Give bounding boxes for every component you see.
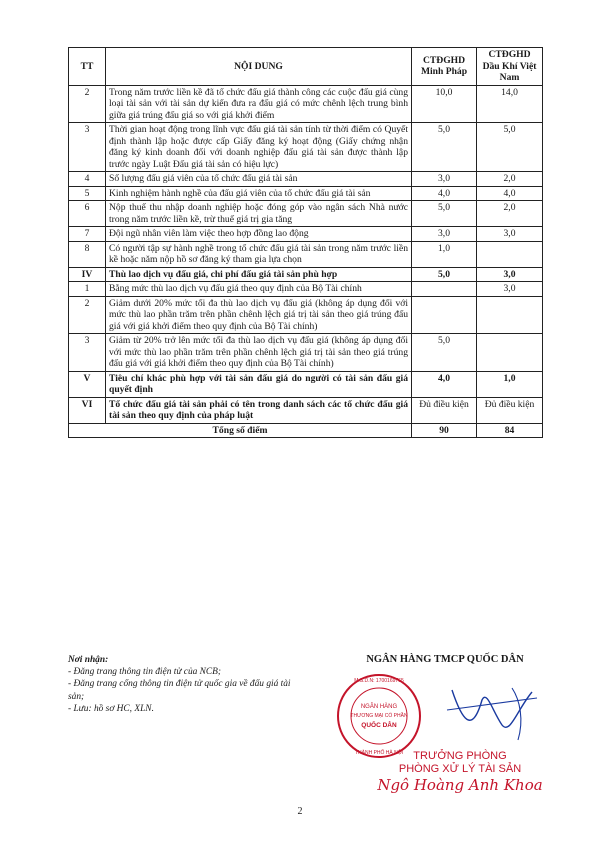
table-row: [69, 123, 543, 172]
bank-name: NGÂN HÀNG TMCP QUỐC DÂN: [366, 654, 524, 665]
table-row-section: [69, 397, 543, 423]
table-header-row: [69, 48, 543, 86]
cell-dau-khi: 2,0: [477, 172, 543, 187]
cell-minh-phap: 4,0: [412, 371, 477, 397]
header-minh-phap: CTĐGHD Minh Pháp: [412, 48, 477, 86]
total-label: Tổng số điểm: [69, 423, 412, 438]
position-line-1: TRƯỞNG PHÒNG: [413, 750, 507, 762]
cell-minh-phap: 5,0: [412, 123, 477, 172]
cell-tt: V: [69, 371, 106, 397]
recipient-item: - Lưu: hồ sơ HC, XLN.: [68, 703, 154, 714]
table-row: [69, 172, 543, 187]
cell-tt: 5: [69, 186, 106, 201]
header-tt: TT: [69, 48, 106, 86]
cell-dau-khi: 2,0: [477, 201, 543, 227]
cell-dau-khi: 3,0: [477, 267, 543, 282]
signer-name: Ngô Hoàng Anh Khoa: [377, 776, 543, 794]
cell-dau-khi: 4,0: [477, 186, 543, 201]
table-total-row: [69, 423, 543, 438]
cell-dau-khi: 5,0: [477, 123, 543, 172]
position-line-2: PHÒNG XỬ LÝ TÀI SẢN: [398, 763, 522, 776]
cell-minh-phap: 5,0: [412, 201, 477, 227]
total-dau-khi: 84: [477, 423, 543, 438]
cell-content: Giảm dưới 20% mức tối đa thù lao dịch vụ đấu giá (không áp dụng đối với mức thù lao phần trăm trên phần chênh lệch giá trị tài sản theo giá trúng đấu giá với giá khởi điểm theo quy định của Bộ Tài chính): [106, 296, 412, 334]
cell-tt: 4: [69, 172, 106, 187]
svg-text:THƯƠNG MẠI CỔ PHẦN: THƯƠNG MẠI CỔ PHẦN: [350, 713, 408, 719]
recipients-title: Nơi nhận:: [68, 655, 109, 665]
total-minh-phap: 90: [412, 423, 477, 438]
table-row: [69, 296, 543, 334]
cell-minh-phap: 3,0: [412, 227, 477, 242]
recipients-block: [68, 654, 308, 715]
cell-tt: VI: [69, 397, 106, 423]
cell-minh-phap: Đủ điều kiện: [412, 397, 477, 423]
cell-dau-khi: [477, 241, 543, 267]
cell-tt: IV: [69, 267, 106, 282]
cell-tt: 3: [69, 334, 106, 372]
cell-content: Thời gian hoạt động trong lĩnh vực đấu giá tài sản tính từ thời điểm có Quyết định thành lập hoặc được cấp Giấy đăng ký hoạt động (Giấy chứng nhận đăng ký kinh doanh đối với doanh nghiệp đấu giá tài sản được thành lập trước ngày Luật Đấu giá tài sản có hiệu lực): [106, 123, 412, 172]
cell-content: Nộp thuế thu nhập doanh nghiệp hoặc đóng góp vào ngân sách Nhà nước trong năm trước liền kề, trừ thuế giá trị gia tăng: [106, 201, 412, 227]
cell-tt: 7: [69, 227, 106, 242]
scoring-table: [68, 47, 543, 438]
table-body: [69, 85, 543, 438]
cell-tt: 2: [69, 85, 106, 123]
table-row: [69, 334, 543, 372]
page-number: 2: [297, 806, 303, 817]
table-row: [69, 282, 543, 297]
handwritten-signature-icon: [392, 680, 542, 750]
cell-tt: 3: [69, 123, 106, 172]
cell-dau-khi: Đủ điều kiện: [477, 397, 543, 423]
cell-content: Kinh nghiệm hành nghề của đấu giá viên của tổ chức đấu giá tài sản: [106, 186, 412, 201]
table-row-section: [69, 371, 543, 397]
header-dau-khi: CTĐGHD Dầu Khí Việt Nam: [477, 48, 543, 86]
cell-minh-phap: [412, 282, 477, 297]
cell-content: Giảm từ 20% trở lên mức tối đa thù lao dịch vụ đấu giá (không áp dụng đối với mức thù lao phần trăm trên phần chênh lệch giá trị tài sản theo giá trúng đấu giá với giá khởi điểm theo quy định của Bộ Tài chính): [106, 334, 412, 372]
cell-tt: 6: [69, 201, 106, 227]
svg-text:THÀNH PHỐ HÀ NỘI: THÀNH PHỐ HÀ NỘI: [354, 750, 404, 756]
table-row: [69, 241, 543, 267]
cell-tt: 1: [69, 282, 106, 297]
cell-dau-khi: 3,0: [477, 227, 543, 242]
svg-text:M.S.D.N: 1700169765: M.S.D.N: 1700169765: [354, 678, 404, 684]
table-row: [69, 201, 543, 227]
cell-content: Số lượng đấu giá viên của tổ chức đấu giá tài sản: [106, 172, 412, 187]
recipient-item: - Đăng trang thông tin điện tử của NCB;: [68, 667, 222, 678]
cell-dau-khi: [477, 334, 543, 372]
table-row: [69, 85, 543, 123]
cell-minh-phap: 1,0: [412, 241, 477, 267]
cell-content: Tổ chức đấu giá tài sản phải có tên trong danh sách các tổ chức đấu giá tài sản theo quy định của pháp luật: [106, 397, 412, 423]
header-content: NỘI DUNG: [106, 48, 412, 86]
recipient-item: - Đăng trang cổng thông tin điện tử quốc gia về đấu giá tài sản;: [68, 679, 291, 702]
cell-minh-phap: 3,0: [412, 172, 477, 187]
svg-text:NGÂN HÀNG: NGÂN HÀNG: [360, 704, 398, 710]
cell-content: Có người tập sự hành nghề trong tổ chức đấu giá tài sản trong năm trước liền kề hoặc năm nộp hồ sơ đăng ký tham gia lựa chọn: [106, 241, 412, 267]
cell-content: Thù lao dịch vụ đấu giá, chi phí đấu giá tài sản phù hợp: [106, 267, 412, 282]
cell-content: Bằng mức thù lao dịch vụ đấu giá theo quy định của Bộ Tài chính: [106, 282, 412, 297]
table-row-section: [69, 267, 543, 282]
cell-minh-phap: 5,0: [412, 334, 477, 372]
cell-content: Tiêu chí khác phù hợp với tài sản đấu giá do người có tài sản đấu giá quyết định: [106, 371, 412, 397]
cell-dau-khi: 3,0: [477, 282, 543, 297]
cell-minh-phap: 5,0: [412, 267, 477, 282]
cell-content: Đội ngũ nhân viên làm việc theo hợp đồng lao động: [106, 227, 412, 242]
cell-dau-khi: 1,0: [477, 371, 543, 397]
cell-minh-phap: 4,0: [412, 186, 477, 201]
cell-minh-phap: 10,0: [412, 85, 477, 123]
table-row: [69, 186, 543, 201]
cell-dau-khi: 14,0: [477, 85, 543, 123]
cell-content: Trong năm trước liền kề đã tổ chức đấu giá thành công các cuộc đấu giá cùng loại tài sản với tài sản dự kiến đưa ra đấu giá có mức chênh lệch trung bình giữa giá trúng đấu giá so với giá khởi điểm: [106, 85, 412, 123]
cell-tt: 2: [69, 296, 106, 334]
cell-dau-khi: [477, 296, 543, 334]
cell-minh-phap: [412, 296, 477, 334]
cell-tt: 8: [69, 241, 106, 267]
table-row: [69, 227, 543, 242]
svg-text:QUỐC DÂN: QUỐC DÂN: [361, 722, 397, 729]
signer-position: [360, 750, 560, 776]
